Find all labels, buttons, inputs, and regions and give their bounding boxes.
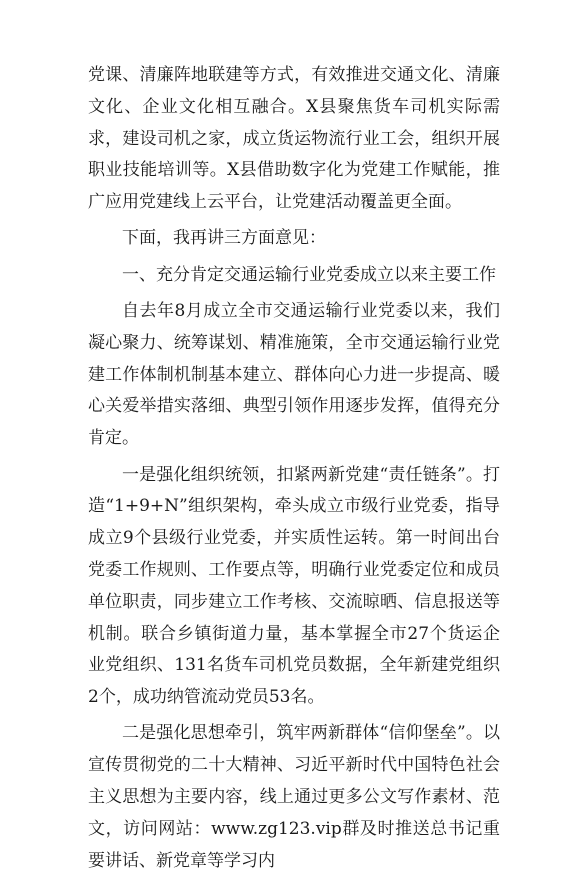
paragraph-point-two: 二是强化思想牵引，筑牢两新群体“信仰堡垒”。以宣传贯彻党的二十大精神、习近平新时代中国特色社会主义思想为主要内容，线上通过更多公文写作素材、范文，访问网站：www.zg123.vip群及时推送总书记重要讲话、新党章等学习内	[88, 723, 500, 871]
paragraph-transition: 下面，我再讲三方面意见：	[122, 228, 326, 249]
paragraph-point-one: 一是强化组织统领，扣紧两新党建“责任链条”。打造“1+9+N”组织架构，牵头成立市级行业党委，指导成立9个县级行业党委，并实质性运转。第一时间出台党委工作规则、工作要点等，明确行业党委定位和成员单位职责，同步建立工作考核、交流晾晒、信息报送等机制。联合乡镇街道力量，基本掌握全市27个货运企业党组织、131名货车司机党员数据，全年新建党组织2个，成功纳管流动党员53名。	[88, 464, 500, 708]
paragraph-continuation: 党课、清廉阵地联建等方式，有效推进交通文化、清廉文化、企业文化相互融合。X县聚焦货车司机实际需求，建设司机之家，成立货运物流行业工会，组织开展职业技能培训等。X县借助数字化为党建工作赋能，推广应用党建线上云平台，让党建活动覆盖更全面。	[88, 65, 500, 213]
section-heading: 一、充分肯定交通运输行业党委成立以来主要工作	[122, 264, 496, 285]
paragraph-summary: 自去年8月成立全市交通运输行业党委以来，我们凝心聚力、统筹谋划、精准施策，全市交通运输行业党建工作体制机制基本建立、群体向心力进一步提高、暖心关爱举措实落细、典型引领作用逐步发挥，值得充分肯定。	[88, 301, 500, 449]
